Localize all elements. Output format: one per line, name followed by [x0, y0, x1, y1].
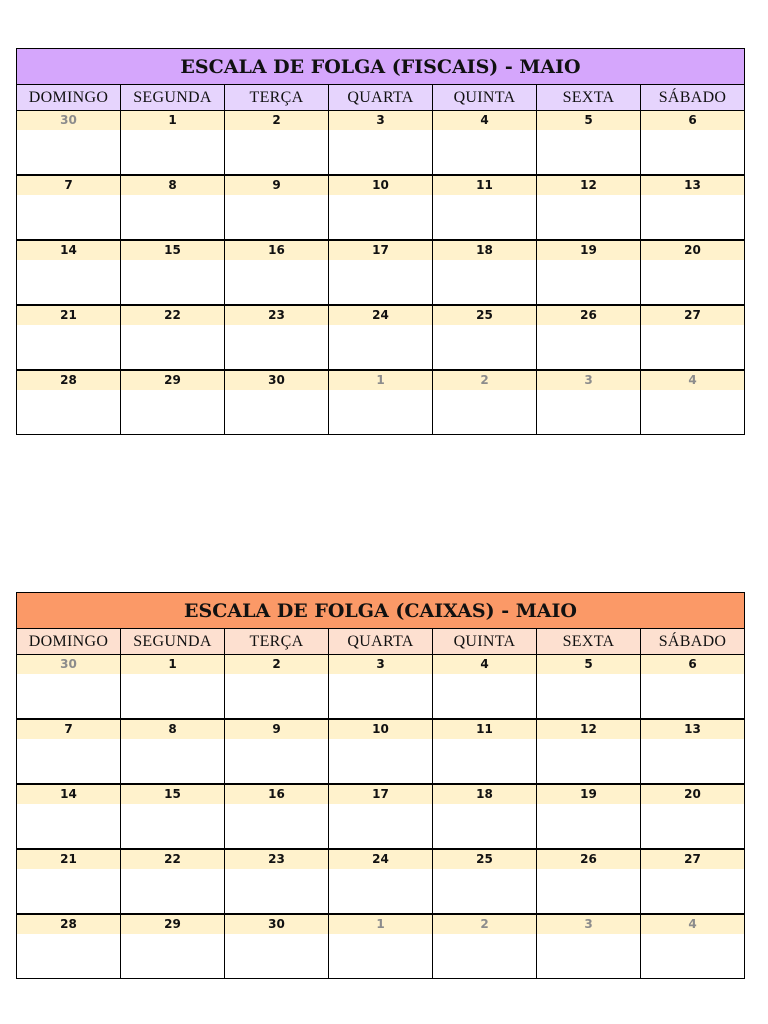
day-cell[interactable]: [641, 655, 745, 720]
day-number: 20: [641, 241, 744, 260]
day-cell[interactable]: [121, 914, 225, 979]
day-cell[interactable]: [225, 914, 329, 979]
day-number: 11: [433, 720, 536, 739]
day-cell[interactable]: [537, 914, 641, 979]
day-number: 18: [433, 785, 536, 804]
day-cell[interactable]: [17, 784, 121, 849]
day-cell[interactable]: [537, 655, 641, 720]
day-number: 10: [329, 176, 432, 195]
day-cell[interactable]: [641, 240, 745, 305]
day-cell[interactable]: [433, 784, 537, 849]
day-number: 29: [121, 371, 224, 390]
day-cell[interactable]: [225, 370, 329, 435]
week-row: [17, 914, 745, 979]
day-cell[interactable]: [329, 655, 433, 720]
day-cell[interactable]: [121, 784, 225, 849]
day-number: 2: [433, 371, 536, 390]
day-number: 20: [641, 785, 744, 804]
day-cell[interactable]: [17, 849, 121, 914]
day-number: 21: [17, 306, 120, 325]
day-number: 3: [329, 111, 432, 130]
day-number: 1: [121, 111, 224, 130]
weekday-segunda: SEGUNDA: [121, 85, 225, 111]
day-number: 3: [537, 371, 640, 390]
weekday-quinta: QUINTA: [433, 629, 537, 655]
weekday-quinta: QUINTA: [433, 85, 537, 111]
day-number: 5: [537, 655, 640, 674]
day-cell[interactable]: [537, 784, 641, 849]
day-number: 14: [17, 785, 120, 804]
day-number: 13: [641, 720, 744, 739]
day-cell[interactable]: [329, 111, 433, 176]
day-number: 23: [225, 306, 328, 325]
day-cell[interactable]: [641, 111, 745, 176]
day-number: 16: [225, 785, 328, 804]
day-number: 6: [641, 655, 744, 674]
day-number: 30: [225, 915, 328, 934]
day-cell[interactable]: [17, 175, 121, 240]
day-cell[interactable]: [537, 111, 641, 176]
day-number: 25: [433, 850, 536, 869]
day-cell[interactable]: [329, 370, 433, 435]
weekday-segunda: SEGUNDA: [121, 629, 225, 655]
day-number: 30: [225, 371, 328, 390]
day-cell[interactable]: [641, 719, 745, 784]
calendar-title: ESCALA DE FOLGA (FISCAIS) - MAIO: [17, 49, 745, 85]
day-number: 11: [433, 176, 536, 195]
day-number: 1: [329, 371, 432, 390]
day-number: 24: [329, 850, 432, 869]
day-number: 17: [329, 241, 432, 260]
day-cell[interactable]: [121, 175, 225, 240]
calendar-fiscais: [16, 48, 745, 435]
weekday-sabado: SÁBADO: [641, 85, 745, 111]
day-number: 23: [225, 850, 328, 869]
day-number: 7: [17, 720, 120, 739]
day-number: 18: [433, 241, 536, 260]
week-row: [17, 370, 745, 435]
day-cell[interactable]: [329, 305, 433, 370]
day-number: 5: [537, 111, 640, 130]
day-cell[interactable]: [329, 240, 433, 305]
week-row: [17, 719, 745, 784]
day-number: 9: [225, 176, 328, 195]
day-number: 25: [433, 306, 536, 325]
day-number: 28: [17, 371, 120, 390]
day-cell[interactable]: [433, 849, 537, 914]
day-number: 3: [329, 655, 432, 674]
week-row: [17, 849, 745, 914]
day-cell[interactable]: [329, 849, 433, 914]
day-number: 2: [433, 915, 536, 934]
day-cell[interactable]: [17, 914, 121, 979]
day-cell[interactable]: [225, 111, 329, 176]
calendar-caixas: [16, 592, 745, 979]
weekday-sexta: SEXTA: [537, 85, 641, 111]
day-cell[interactable]: [17, 240, 121, 305]
day-cell[interactable]: [329, 719, 433, 784]
day-cell[interactable]: [329, 784, 433, 849]
day-cell[interactable]: [121, 655, 225, 720]
day-number: 10: [329, 720, 432, 739]
day-number: 22: [121, 850, 224, 869]
week-row: [17, 111, 745, 176]
day-cell[interactable]: [225, 655, 329, 720]
day-cell[interactable]: [121, 849, 225, 914]
day-cell[interactable]: [433, 305, 537, 370]
weekday-quarta: QUARTA: [329, 85, 433, 111]
day-cell[interactable]: [17, 370, 121, 435]
day-number: 7: [17, 176, 120, 195]
week-row: [17, 305, 745, 370]
weekday-quarta: QUARTA: [329, 629, 433, 655]
day-number: 13: [641, 176, 744, 195]
day-cell[interactable]: [225, 175, 329, 240]
day-number: 9: [225, 720, 328, 739]
day-cell[interactable]: [17, 719, 121, 784]
day-number: 1: [121, 655, 224, 674]
day-number: 17: [329, 785, 432, 804]
day-number: 4: [641, 915, 744, 934]
day-number: 8: [121, 176, 224, 195]
day-cell[interactable]: [537, 849, 641, 914]
day-cell[interactable]: [537, 719, 641, 784]
day-cell[interactable]: [641, 175, 745, 240]
day-number: 27: [641, 306, 744, 325]
day-cell[interactable]: [433, 719, 537, 784]
day-number: 30: [17, 111, 120, 130]
day-number: 29: [121, 915, 224, 934]
calendar-title: ESCALA DE FOLGA (CAIXAS) - MAIO: [17, 593, 745, 629]
day-cell[interactable]: [433, 655, 537, 720]
day-number: 24: [329, 306, 432, 325]
day-cell[interactable]: [433, 111, 537, 176]
day-number: 26: [537, 850, 640, 869]
day-cell[interactable]: [121, 719, 225, 784]
week-row: [17, 784, 745, 849]
day-cell[interactable]: [121, 240, 225, 305]
day-number: 1: [329, 915, 432, 934]
day-cell[interactable]: [537, 305, 641, 370]
week-row: [17, 240, 745, 305]
day-cell[interactable]: [641, 784, 745, 849]
day-cell[interactable]: [433, 370, 537, 435]
day-number: 30: [17, 655, 120, 674]
week-row: [17, 175, 745, 240]
day-number: 14: [17, 241, 120, 260]
day-cell[interactable]: [225, 849, 329, 914]
day-number: 26: [537, 306, 640, 325]
day-cell[interactable]: [121, 305, 225, 370]
day-cell[interactable]: [641, 914, 745, 979]
day-number: 4: [641, 371, 744, 390]
day-cell[interactable]: [329, 175, 433, 240]
day-number: 15: [121, 785, 224, 804]
day-cell[interactable]: [225, 305, 329, 370]
day-number: 15: [121, 241, 224, 260]
weekday-terca: TERÇA: [225, 629, 329, 655]
day-cell[interactable]: [537, 370, 641, 435]
day-cell[interactable]: [329, 914, 433, 979]
day-number: 6: [641, 111, 744, 130]
day-cell[interactable]: [225, 784, 329, 849]
weekday-sabado: SÁBADO: [641, 629, 745, 655]
day-number: 12: [537, 176, 640, 195]
day-number: 12: [537, 720, 640, 739]
day-number: 19: [537, 785, 640, 804]
weekday-domingo: DOMINGO: [17, 85, 121, 111]
day-cell[interactable]: [121, 111, 225, 176]
day-number: 19: [537, 241, 640, 260]
day-cell[interactable]: [641, 849, 745, 914]
day-cell[interactable]: [537, 175, 641, 240]
day-number: 4: [433, 655, 536, 674]
day-cell[interactable]: [641, 370, 745, 435]
day-number: 22: [121, 306, 224, 325]
day-cell[interactable]: [433, 914, 537, 979]
day-cell[interactable]: [17, 305, 121, 370]
day-number: 28: [17, 915, 120, 934]
week-row: [17, 655, 745, 720]
day-cell[interactable]: [641, 305, 745, 370]
day-cell[interactable]: [433, 240, 537, 305]
day-cell[interactable]: [17, 111, 121, 176]
day-number: 21: [17, 850, 120, 869]
day-number: 2: [225, 655, 328, 674]
day-cell[interactable]: [121, 370, 225, 435]
day-number: 27: [641, 850, 744, 869]
day-cell[interactable]: [17, 655, 121, 720]
day-number: 2: [225, 111, 328, 130]
weekday-sexta: SEXTA: [537, 629, 641, 655]
day-number: 4: [433, 111, 536, 130]
day-number: 3: [537, 915, 640, 934]
day-cell[interactable]: [537, 240, 641, 305]
day-cell[interactable]: [433, 175, 537, 240]
day-cell[interactable]: [225, 719, 329, 784]
day-number: 8: [121, 720, 224, 739]
day-cell[interactable]: [225, 240, 329, 305]
weekday-domingo: DOMINGO: [17, 629, 121, 655]
day-number: 16: [225, 241, 328, 260]
weekday-terca: TERÇA: [225, 85, 329, 111]
